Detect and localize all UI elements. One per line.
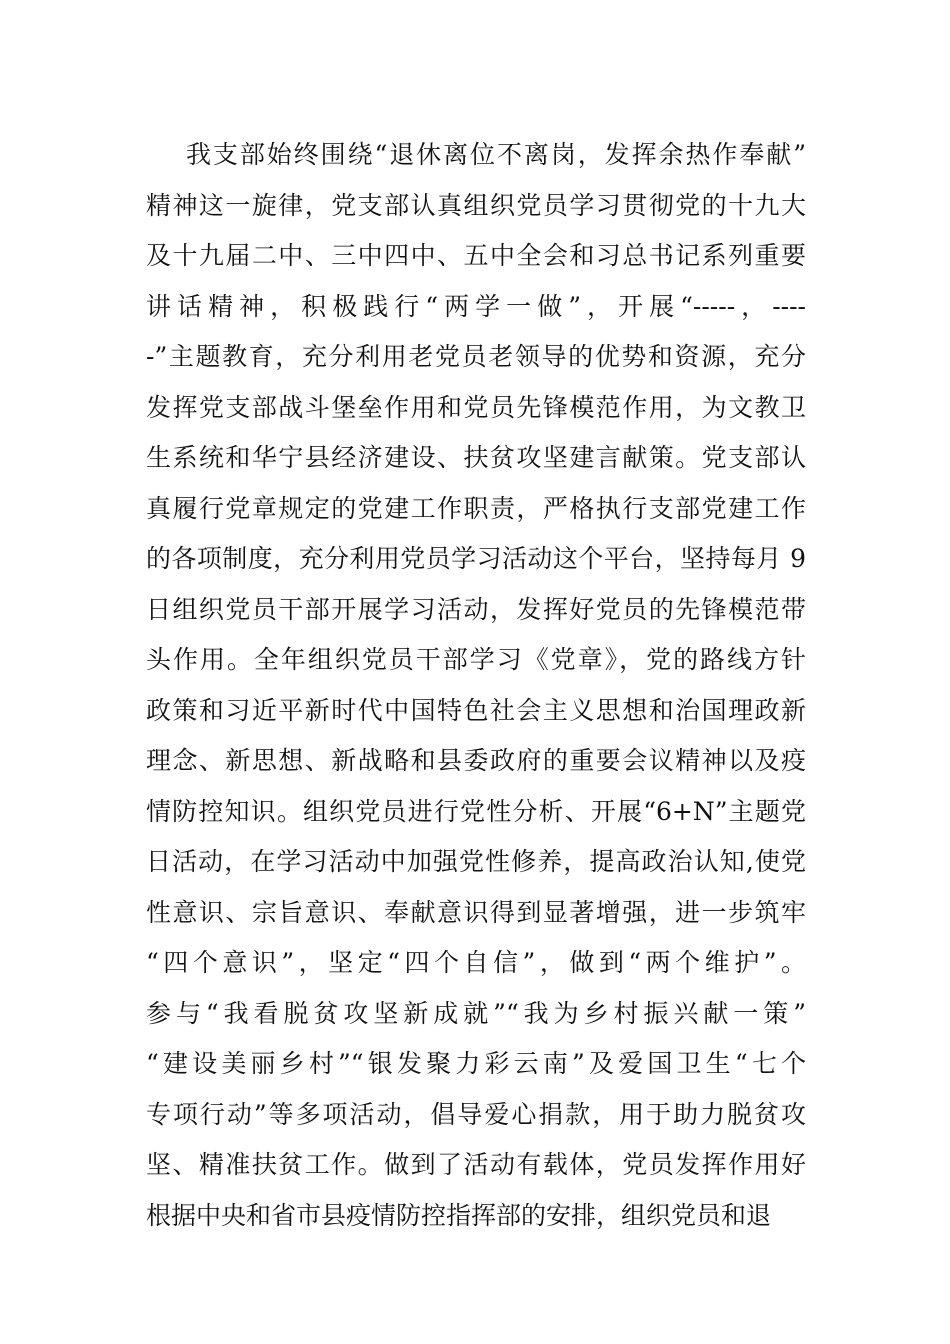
text-line-5: -”主题教育，充分利用老党员老领导的优势和资源，充分 (146, 342, 806, 371)
text-line-16: 性意识、宗旨意识、奉献意识得到显著增强，进一步筑牢 (146, 897, 806, 927)
text-line-18: 参与“我看脱贫攻坚新成就”“我为乡村振兴献一策” (146, 998, 806, 1028)
text-line-15: 日活动，在学习活动中加强党性修养，提高政治认知,使党 (146, 847, 806, 876)
text-line-22: 根据中央和省市县疫情防控指挥部的安排，组织党员和退 (146, 1200, 772, 1230)
text-line-13: 理念、新思想、新战略和县委政府的重要会议精神以及疫 (146, 746, 806, 775)
text-line-3: 及十九届二中、三中四中、五中全会和习总书记系列重要 (146, 241, 806, 270)
body-paragraph (146, 130, 806, 1241)
text-line-8: 真履行党章规定的党建工作职责，严格执行支部党建工作 (146, 493, 806, 523)
text-line-20: 专项行动”等多项活动，倡导爱心捐款，用于助力脱贫攻 (146, 1099, 806, 1129)
text-line-14: 情防控知识。组织党员进行党性分析、开展“6+N”主题党 (146, 796, 806, 826)
text-line-6: 发挥党支部战斗堡垒作用和党员先锋模范作用，为文教卫 (146, 392, 806, 422)
text-line-1: 我支部始终围绕“退休离位不离岗，发挥余热作奉献” (186, 140, 806, 169)
text-line-11: 头作用。全年组织党员干部学习《党章》，党的路线方针 (146, 645, 806, 674)
text-line-17: “四个意识”，坚定“四个自信”，做到“两个维护”。 (146, 948, 806, 977)
text-line-7: 生系统和华宁县经济建设、扶贫攻坚建言献策。党支部认 (146, 443, 806, 472)
text-line-21: 坚、精准扶贫工作。做到了活动有载体，党员发挥作用好 (146, 1150, 806, 1179)
text-line-4: 讲话精神，积极践行“两学一做”，开展“-----，---- (146, 291, 806, 321)
text-line-10: 日组织党员干部开展学习活动，发挥好党员的先锋模范带 (146, 594, 806, 624)
text-line-9: 的各项制度，充分利用党员学习活动这个平台，坚持每月 9 (146, 544, 806, 573)
text-line-12: 政策和习近平新时代中国特色社会主义思想和治国理政新 (146, 695, 806, 725)
text-line-2: 精神这一旋律，党支部认真组织党员学习贯彻党的十九大 (146, 190, 806, 220)
text-line-19: “建设美丽乡村”“银发聚力彩云南”及爱国卫生“七个 (146, 1049, 806, 1078)
